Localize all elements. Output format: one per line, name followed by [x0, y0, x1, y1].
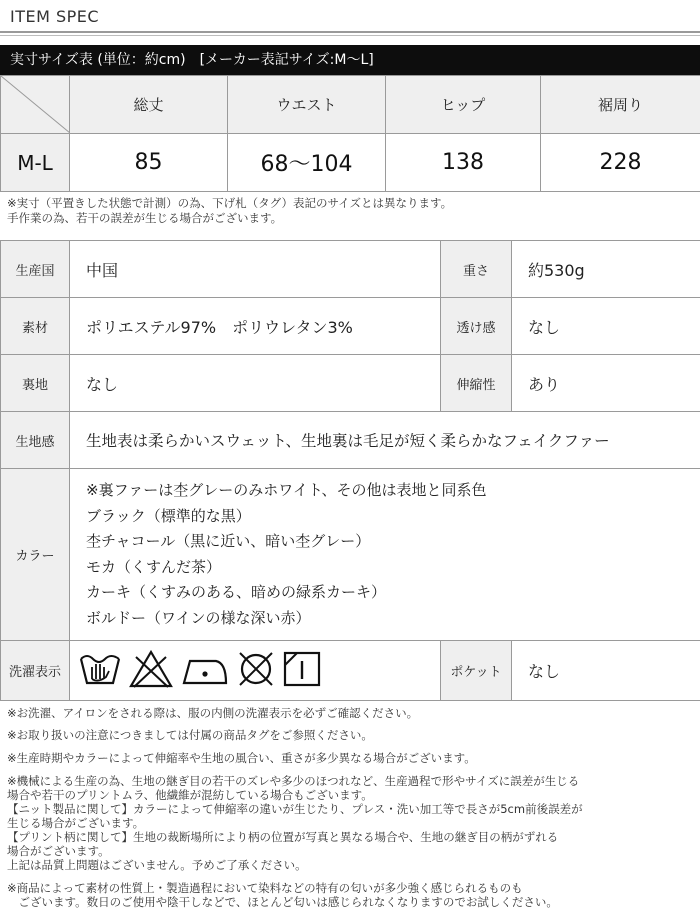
color-line-bordeaux: ボルドー（ワインの様な深い赤）	[86, 608, 311, 627]
no-tumble-dry-icon	[236, 649, 276, 693]
header-divider-thin	[0, 35, 700, 36]
pocket-label: ポケット	[441, 641, 512, 701]
no-bleach-icon	[128, 649, 174, 693]
hand-wash-icon	[78, 649, 122, 693]
low-iron-icon	[180, 649, 230, 693]
note-paragraph	[7, 728, 697, 742]
note-paragraph	[7, 881, 697, 909]
stretch-label: 伸縮性	[441, 355, 512, 412]
size-value-hem: 228	[541, 134, 700, 192]
material-label: 素材	[1, 298, 70, 355]
color-line-khaki: カーキ（くすみのある、暗めの緑系カーキ）	[86, 583, 387, 601]
section-title: ITEM SPEC	[10, 7, 100, 26]
note-paragraph	[7, 706, 697, 720]
spec-row-wash-pocket	[1, 641, 700, 701]
origin-label: 生産国	[1, 241, 70, 298]
size-table-title-bar: 実寸サイズ表 (単位：約cm) [メーカー表記サイズ:M〜L]	[0, 45, 700, 75]
size-value-waist: 68〜104	[228, 134, 386, 192]
note-line: ※お取り扱いの注意につきましては付属の商品タグをご参照ください。	[7, 728, 373, 742]
size-table	[0, 75, 700, 192]
sheer-value: なし	[512, 298, 700, 355]
spec-row-lining-stretch	[1, 355, 700, 412]
origin-value: 中国	[70, 241, 441, 298]
note-line: ※商品によって素材の性質上・製造過程において染料などの特有の匂いが多少強く感じられるものも	[7, 881, 523, 895]
size-value-length: 85	[70, 134, 228, 192]
column-header-length: 総丈	[70, 76, 228, 134]
texture-value: 生地表は柔らかいスウェット、生地裏は毛足が短く柔らかなフェイクファー	[70, 412, 700, 469]
size-table-corner-cell	[1, 76, 70, 134]
note-line: ※機械による生産の為、生地の継ぎ目の若干のズレや多少のほつれなど、生産過程で形やサイズに誤差が生じる	[7, 774, 580, 788]
size-note-line: ※実寸（平置きした状態で計測）の為、下げ札（タグ）表記のサイズとは異なります。	[7, 196, 453, 210]
diagonal-line-icon	[1, 76, 70, 133]
size-note	[7, 196, 452, 226]
spec-row-material-sheer	[1, 298, 700, 355]
weight-label: 重さ	[441, 241, 512, 298]
color-line-note: ※裏ファーは杢グレーのみホワイト、その他は表地と同系色	[86, 481, 487, 499]
color-label: カラー	[1, 469, 70, 641]
column-header-hip: ヒップ	[386, 76, 541, 134]
note-paragraph	[7, 774, 697, 872]
wash-label: 洗濯表示	[1, 641, 70, 701]
spec-row-origin-weight	[1, 241, 700, 298]
care-notes	[7, 706, 697, 909]
column-header-waist: ウエスト	[228, 76, 386, 134]
size-row	[1, 134, 700, 192]
column-header-hem: 裾周り	[541, 76, 700, 134]
sheer-label: 透け感	[441, 298, 512, 355]
lining-label: 裏地	[1, 355, 70, 412]
spec-row-texture	[1, 412, 700, 469]
note-line: 上記は品質上問題はございません。予めご了承ください。	[7, 858, 307, 872]
note-line: 場合がございます。	[7, 844, 110, 858]
note-line: 【ニット製品に関して】カラーによって伸縮率の違いが生じたり、プレス・洗い加工等で長さが5cm前後誤差が	[7, 802, 583, 816]
note-line: 生じる場合がございます。	[7, 816, 145, 830]
color-line-charcoal: 杢チャコール（黒に近い、暗い杢グレー）	[86, 532, 371, 550]
size-label: M-L	[1, 134, 70, 192]
weight-value: 約530g	[512, 241, 700, 298]
color-line-black: ブラック（標準的な黒）	[86, 506, 251, 525]
header-divider	[0, 31, 700, 33]
material-value: ポリエステル97% ポリウレタン3%	[70, 298, 441, 355]
pocket-value: なし	[512, 641, 700, 701]
note-paragraph	[7, 751, 697, 765]
note-line: 【プリント柄に関して】生地の裁断場所により柄の位置が写真と異なる場合や、生地の継ぎ目の柄がずれる	[7, 830, 559, 844]
note-line: ※生産時期やカラーによって伸縮率や生地の風合い、重さが多少異なる場合がございます。	[7, 751, 476, 765]
note-line: ※お洗濯、アイロンをされる際は、服の内側の洗濯表示を必ずご確認ください。	[7, 706, 419, 720]
size-table-header-row	[1, 76, 700, 134]
size-note-line: 手作業の為、若干の誤差が生じる場合がございます。	[7, 211, 283, 225]
stretch-value: あり	[512, 355, 700, 412]
section-header	[0, 0, 700, 36]
lining-value: なし	[70, 355, 441, 412]
color-list	[70, 469, 700, 641]
spec-table	[0, 240, 700, 701]
wash-symbols	[70, 641, 441, 701]
color-line-mocha: モカ（くすんだ茶）	[86, 557, 222, 576]
spec-row-color	[1, 469, 700, 641]
texture-label: 生地感	[1, 412, 70, 469]
note-line: 場合や若干のプリントムラ、他繊維が混紡している場合もございます。	[7, 788, 373, 802]
size-value-hip: 138	[386, 134, 541, 192]
note-line: ございます。数日のご使用や陰干しなどで、ほとんど匂いは感じられなくなりますのでお試しください。	[7, 895, 558, 909]
line-dry-shade-icon	[282, 649, 322, 693]
